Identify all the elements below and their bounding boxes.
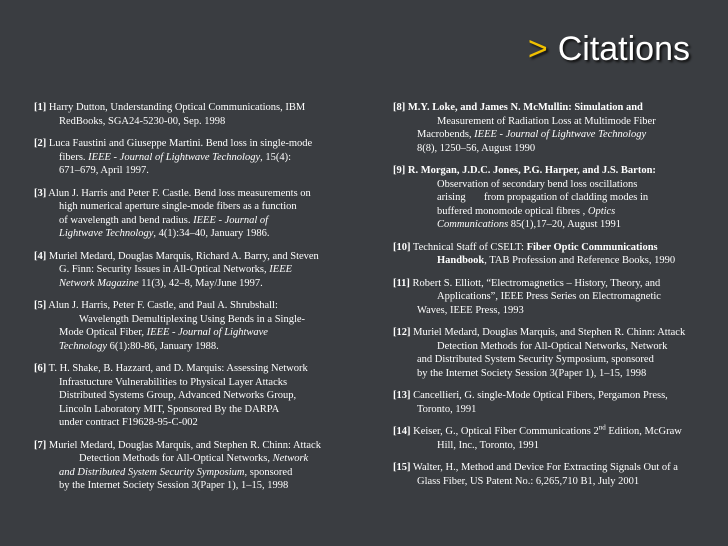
citation-text: Alun J. Harris, Peter F. Castle, and Paul A. Shrubshall: (46, 300, 278, 311)
citation-5 (34, 299, 364, 353)
citation-11 (393, 277, 713, 318)
citation-text: Technical Staff of CSELT: (410, 241, 527, 253)
slide-title-text: Citations (557, 30, 690, 68)
citation-number: [3] (34, 187, 47, 199)
citation-authors: M.Y. Loke, and James N. McMullin: Simulation and (405, 102, 643, 113)
citation-number: [13] (393, 390, 411, 401)
citation-text: Muriel Medard, Douglas Marquis, and Stephen R. Chinn: Attack (410, 327, 686, 338)
citation-text: Distributed Systems Group, Advanced Networks Group, (59, 390, 297, 401)
citation-number: [5] (34, 300, 47, 311)
citation-journal: IEEE - Journal of (193, 214, 269, 226)
citation-journal: IEEE - Journal of Lightwave (146, 327, 268, 338)
citation-text: 8(8), 1250–56, August 1990 (417, 142, 536, 154)
citation-text: Lincoln Laboratory MIT, Sponsored By the DARPA (59, 403, 280, 415)
citation-text: Applications”, IEEE Press Series on Electromagnetic (437, 291, 661, 302)
citation-text: Detection Methods for All-Optical Networks, Network (437, 340, 668, 352)
citation-text: 6(1):80-86, January 1988. (107, 340, 219, 352)
citation-text: 85(1),17–20, August 1991 (508, 219, 622, 230)
citation-text: fibers. (59, 151, 89, 163)
citation-text: , sponsored (244, 466, 293, 478)
citation-journal: IEEE (269, 264, 293, 275)
citation-journal: IEEE - Journal of Lightwave Technology (474, 129, 647, 140)
citation-text: Waves, IEEE Press, 1993 (417, 304, 524, 316)
citation-superscript: nd (598, 423, 606, 432)
citation-journal: and Distributed System Security Symposium (59, 466, 245, 478)
citation-text: Robert S. Elliott, “Electromagnetics – History, Theory, and (409, 277, 661, 289)
citation-number: [1] (34, 102, 47, 113)
citation-10 (393, 241, 713, 268)
citation-text: 11(3), 42–8, May/June 1997. (138, 277, 263, 289)
citation-text: T. H. Shake, B. Hazzard, and D. Marquis: Assessing Network (46, 363, 308, 374)
citation-text: Alun J. Harris and Peter F. Castle. Bend loss measurements on (46, 187, 311, 199)
citation-text: Harry Dutton, Understanding Optical Communications, IBM (46, 102, 306, 113)
citation-6 (34, 362, 364, 430)
citation-text: Wavelength Demultiplexing Using Bends in a Single- (79, 313, 306, 325)
citation-authors: R. Morgan, J.D.C. Jones, P.G. Harper, and J.S. Barton: (405, 165, 656, 176)
slide-title (528, 30, 690, 69)
citation-2 (34, 137, 364, 178)
citation-journal: Technology (59, 340, 108, 352)
citation-number: [12] (393, 327, 411, 338)
citation-7 (34, 439, 364, 493)
citation-text: Walter, H., Method and Device For Extracting Signals Out of a (410, 462, 678, 473)
citation-text: 671–679, April 1997. (59, 165, 149, 176)
citation-text: Hill, Inc., Toronto, 1991 (437, 439, 540, 451)
citation-text: Detection Methods for All-Optical Networks, (79, 453, 273, 464)
citation-number: [8] (393, 102, 406, 113)
citation-journal: Network (272, 453, 309, 464)
citation-number: [9] (393, 165, 406, 176)
citation-text: Toronto, 1991 (417, 403, 477, 415)
citation-14 (393, 425, 713, 452)
citation-number: [2] (34, 138, 47, 149)
citation-text: Glass Fiber, US Patent No.: 6,265,710 B1, July 2001 (417, 475, 640, 487)
citation-text: , 4(1):34–40, January 1986. (153, 228, 270, 239)
citation-text: Muriel Medard, Douglas Marquis, Richard A. Barry, and Steven (46, 250, 319, 262)
citation-text: , TAB Profession and Reference Books, 1990 (484, 255, 676, 266)
citation-text: buffered monomode optical fibres , (437, 205, 588, 217)
citation-text: Macrobends, (417, 129, 475, 140)
citation-journal: IEEE - Journal of Lightwave Technology (88, 151, 261, 163)
citation-text: Luca Faustini and Giuseppe Martini. Bend loss in single-mode (46, 138, 313, 149)
citation-number: [14] (393, 426, 411, 437)
citation-text: G. Finn: Security Issues in All-Optical Networks, (59, 264, 270, 275)
citation-number: [11] (393, 277, 410, 289)
bullet-arrow-icon: > (527, 30, 548, 68)
citations-left-column (34, 101, 364, 502)
citation-text: under contract F19628-95-C-002 (59, 417, 198, 428)
citation-text: Muriel Medard, Douglas Marquis, and Stephen R. Chinn: Attack (46, 439, 321, 451)
citation-journal: Communications (437, 219, 509, 230)
citation-number: [10] (393, 241, 411, 253)
citation-text: and Distributed System Security Symposium, sponsored (417, 354, 654, 365)
citation-journal: Optics (587, 205, 616, 217)
citation-13 (393, 389, 713, 416)
citation-3 (34, 187, 364, 241)
citation-book-title: Fiber Optic Communications (526, 241, 658, 253)
citation-text: by the Internet Society Session 3(Paper 1), 1–15, 1998 (417, 367, 647, 379)
citation-12 (393, 326, 713, 380)
citation-text: Cancellieri, G. single-Mode Optical Fibers, Pergamon Press, (410, 390, 668, 401)
citation-journal: Lightwave Technology (59, 228, 154, 239)
citation-text: high numerical aperture single-mode fibers as a function (59, 201, 297, 212)
citation-text: Edition, McGraw (605, 426, 682, 437)
citation-text: Mode Optical Fiber, (59, 327, 147, 338)
citation-text: by the Internet Society Session 3(Paper 1), 1–15, 1998 (59, 480, 289, 491)
citation-1 (34, 101, 364, 128)
citation-text: RedBooks, SGA24-5230-00, Sep. 1998 (59, 115, 226, 127)
citation-8 (393, 101, 713, 155)
citation-text: Keiser, G., Optical Fiber Communications 2 (410, 426, 599, 437)
citation-number: [4] (34, 250, 47, 262)
citation-4 (34, 250, 364, 291)
citation-15 (393, 461, 713, 488)
citation-9 (393, 164, 713, 232)
citation-number: [6] (34, 363, 47, 374)
citation-number: [15] (393, 462, 411, 473)
citation-text: , 15(4): (260, 151, 292, 163)
citation-text: Infrastucture Vulnerabilities to Physical Layer Attacks (59, 376, 288, 388)
citation-journal: Network Magazine (59, 277, 139, 289)
citations-right-column (393, 101, 713, 497)
citation-text: Observation of secondary bend loss oscillations (437, 178, 638, 190)
citation-text: arising from propagation of cladding modes in (437, 192, 649, 203)
citation-number: [7] (34, 439, 47, 451)
citation-text: of wavelength and bend radius. (59, 214, 194, 226)
citation-text: Measurement of Radiation Loss at Multimode Fiber (437, 115, 656, 127)
citation-book-title: Handbook (437, 255, 485, 266)
